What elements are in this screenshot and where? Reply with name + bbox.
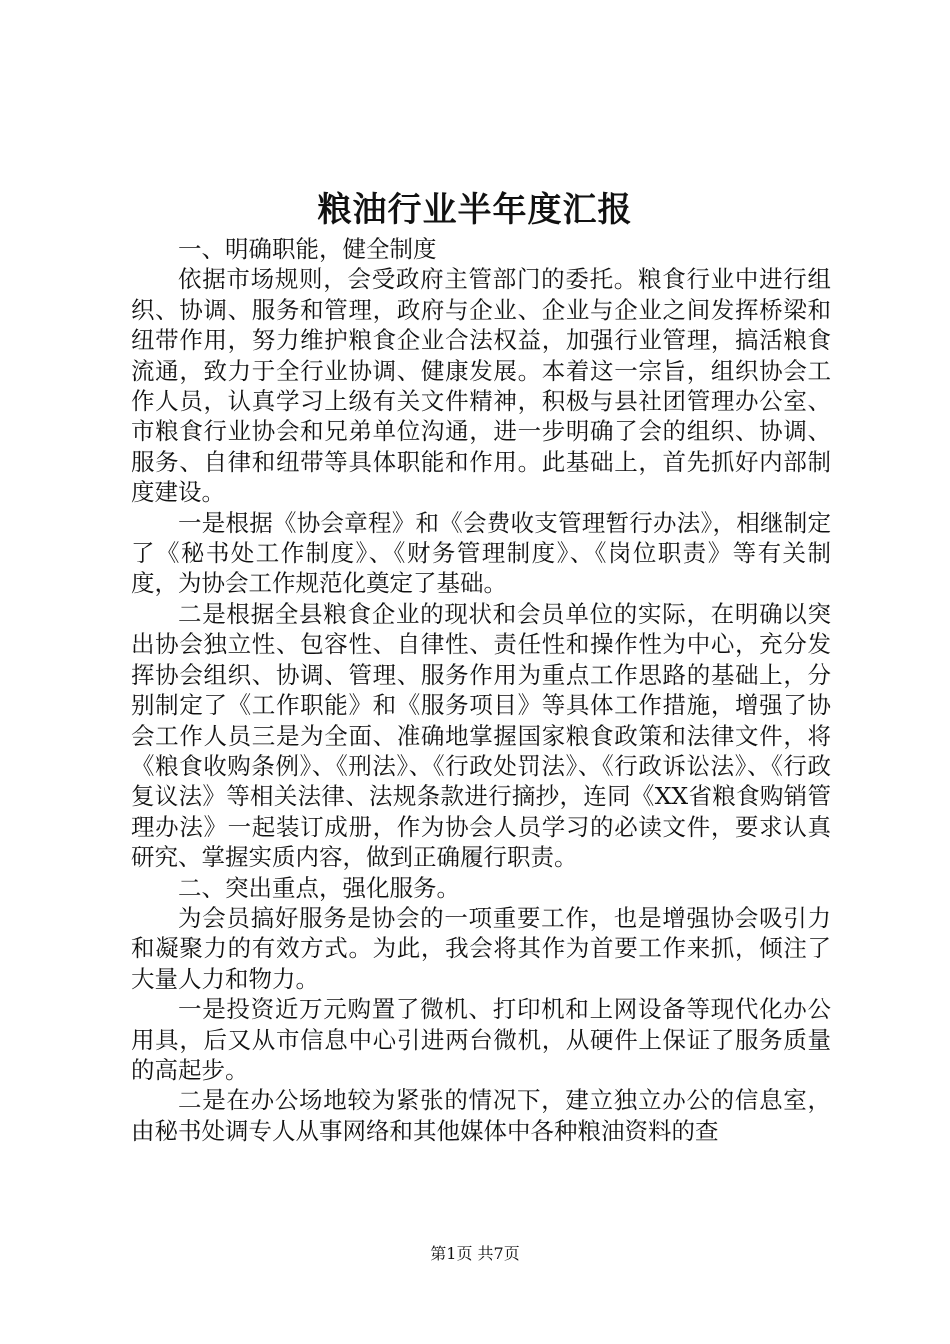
section-heading-2: 二、突出重点，强化服务。 xyxy=(178,873,460,902)
document-body xyxy=(131,234,831,1146)
paragraph-1: 依据市场规则，会受政府主管部门的委托。粮食行业中进行组织、协调、服务和管理，政府与企业、企业与企业之间发挥桥梁和纽带作用，努力维护粮食企业合法权益，加强行业管理，搞活粮食流通，致力于全行业协调、健康发展。本着这一宗旨，组织协会工作人员，认真学习上级有关文件精神，积极与县社团管理办公室、市粮食行业协会和兄弟单位沟通，进一步明确了会的组织、协调、服务、自律和纽带等具体职能和作用。此基础上，首先抓好内部制度建设。 xyxy=(131,265,831,507)
paragraph-2: 一是根据《协会章程》和《会费收支管理暂行办法》，相继制定了《秘书处工作制度》、《财务管理制度》、《岗位职责》等有关制度，为协会工作规范化奠定了基础。 xyxy=(131,508,831,598)
page-footer: 第1页 共7页 xyxy=(430,1244,520,1263)
paragraph-6: 二是在办公场地较为紧张的情况下，建立独立办公的信息室，由秘书处调专人从事网络和其他媒体中各种粮油资料的查 xyxy=(131,1086,831,1145)
section-heading-1: 一、明确职能，健全制度 xyxy=(178,235,437,263)
paragraph-3: 二是根据全县粮食企业的现状和会员单位的实际，在明确以突出协会独立性、包容性、自律性、责任性和操作性为中心，充分发挥协会组织、协调、管理、服务作用为重点工作思路的基础上，分别制定了《工作职能》和《服务项目》等具体工作措施，增强了协会工作人员三是为全面、准确地掌握国家粮食政策和法律文件，将《粮食收购条例》、《刑法》、《行政处罚法》、《行政诉讼法》、《行政复议法》等相关法律、法规条款进行摘抄，连同《XX省粮食购销管理办法》一起装订成册，作为协会人员学习的必读文件，要求认真研究、掌握实质内容，做到正确履行职责。 xyxy=(131,599,831,872)
paragraph-4: 为会员搞好服务是协会的一项重要工作，也是增强协会吸引力和凝聚力的有效方式。为此，我会将其作为首要工作来抓，倾注了大量人力和物力。 xyxy=(131,903,831,993)
paragraph-5: 一是投资近万元购置了微机、打印机和上网设备等现代化办公用具，后又从市信息中心引进两台微机，从硬件上保证了服务质量的高起步。 xyxy=(131,995,831,1084)
document-title: 粮油行业半年度汇报 xyxy=(317,190,633,230)
